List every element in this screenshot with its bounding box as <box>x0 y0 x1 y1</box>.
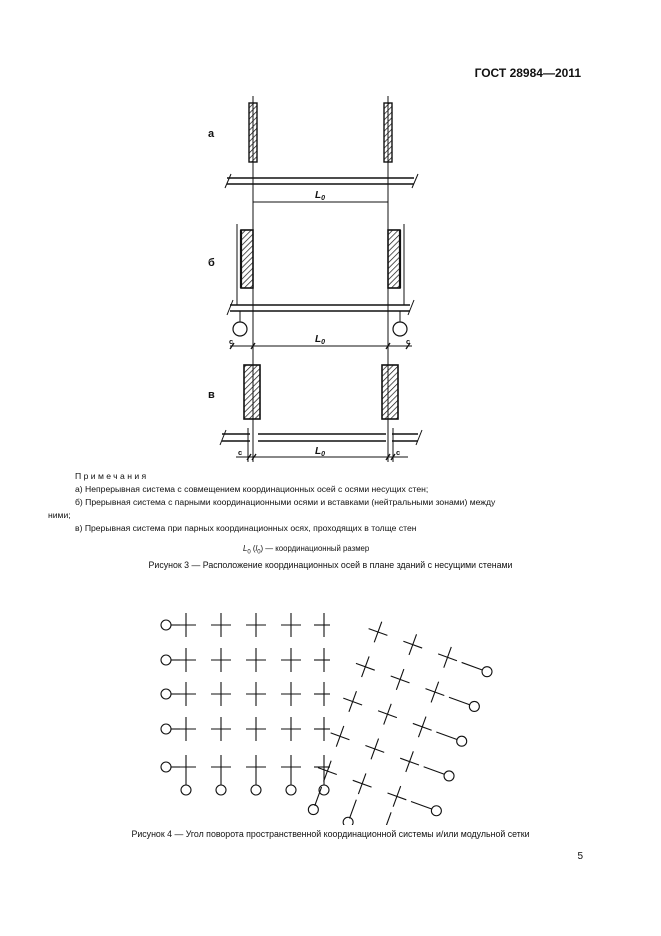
wall-b-left <box>241 230 253 288</box>
note-b-continued: ними; <box>48 510 71 520</box>
axis-marker-col <box>286 785 296 795</box>
axis-marker-row <box>457 736 467 746</box>
axis-marker-col <box>308 805 318 815</box>
page-number: 5 <box>577 851 583 862</box>
note-a: а) Непрерывная система с совмещением координационных осей с осями несущих стен; <box>75 484 429 494</box>
wall-v-left <box>244 365 260 419</box>
document-header: ГОСТ 28984—2011 <box>474 66 581 80</box>
axis-marker-row <box>161 762 171 772</box>
axis-marker-b-left <box>233 322 247 336</box>
axis-marker-row <box>161 689 171 699</box>
wall-a-left <box>249 103 257 162</box>
notes-title: Примечания <box>75 471 149 481</box>
wall-a-right <box>384 103 392 162</box>
note-v: в) Прерывная система при парных координационных осях, проходящих в толще стен <box>75 523 417 533</box>
dim-l0-b: $L_0$ <box>315 334 326 346</box>
notes-block <box>48 470 590 535</box>
axis-marker-row <box>161 620 171 630</box>
label-c-v-left: с <box>238 448 243 457</box>
label-c-v-right: с <box>396 448 401 457</box>
axis-marker-row <box>431 806 441 816</box>
wall-v-right <box>382 365 398 419</box>
label-c-b-left: с <box>229 337 234 346</box>
wall-b-right <box>388 230 400 288</box>
axis-marker-row <box>161 724 171 734</box>
dim-l0-v: $L_0$ <box>315 446 326 458</box>
note-b: б) Прерывная система с парными координационными осями и вставками (нейтральными зонами) между <box>75 497 496 507</box>
figure-3-caption: Рисунок 3 — Расположение координационных осей в плане зданий с несущими стенами <box>148 560 513 570</box>
figure-4-drawing <box>0 595 661 825</box>
label-b: б <box>208 257 215 269</box>
axis-marker-row <box>469 701 479 711</box>
axis-marker-col <box>251 785 261 795</box>
label-v: в <box>208 389 215 401</box>
axis-marker-col <box>343 817 353 825</box>
l0-definition: $L_0$ $(l_0)$ — координационный размер <box>243 544 370 556</box>
dim-l0-a: $L_0$ <box>315 190 326 202</box>
figure-4-caption: Рисунок 4 — Угол поворота пространственной координационной системы и/или модульной сетки <box>131 829 530 839</box>
axis-marker-row <box>444 771 454 781</box>
label-a: а <box>208 128 215 140</box>
axis-marker-b-right <box>393 322 407 336</box>
axis-marker-col <box>216 785 226 795</box>
label-c-b-right: с <box>406 337 411 346</box>
axis-marker-row <box>482 667 492 677</box>
axis-marker-col <box>181 785 191 795</box>
axis-marker-row <box>161 655 171 665</box>
